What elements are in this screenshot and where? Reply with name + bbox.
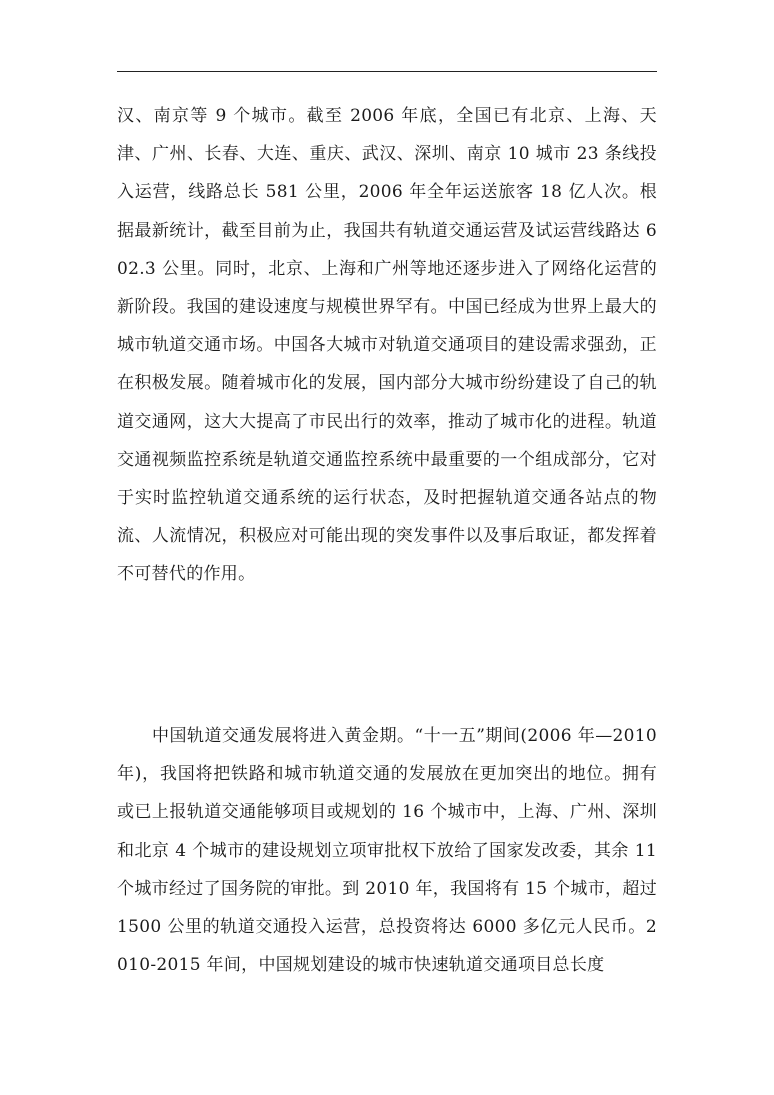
header-divider xyxy=(117,71,657,72)
body-paragraph-1: 汉、南京等 9 个城市。截至 2006 年底，全国已有北京、上海、天津、广州、长春、大连、重庆、武汉、深圳、南京 10 城市 23 条线投入运营，线路总长 581 公里，2006 年全年运送旅客 18 亿人次。根据最新统计，截至目前为止，我国共有轨道交通运营及试运营线路达 602.3 公里。同时，北京、上海和广州等地还逐步进入了网络化运营的新阶段。我国的建设速度与规模世界罕有。中国已经成为世界上最大的城市轨道交通市场。中国各大城市对轨道交通项目的建设需求强劲，正在积极发展。随着城市化的发展，国内部分大城市纷纷建设了自己的轨道交通网，这大大提高了市民出行的效率，推动了城市化的进程。轨道交通视频监控系统是轨道交通监控系统中最重要的一个组成部分，它对于实时监控轨道交通系统的运行状态，及时把握轨道交通各站点的物流、人流情况，积极应对可能出现的突发事件以及事后取证，都发挥着不可替代的作用。 xyxy=(117,106,657,585)
body-paragraph-2: 中国轨道交通发展将进入黄金期。“十一五”期间(2006 年—2010 年)，我国将把铁路和城市轨道交通的发展放在更加突出的地位。拥有或已上报轨道交通能够项目或规划的 16 个城市中，上海、广州、深圳和北京 4 个城市的建设规划立项审批权下放给了国家发改委，其余 11 个城市经过了国务院的审批。到 2010 年，我国将有 15 个城市，超过 1500 公里的轨道交通投入运营，总投资将达 6000 多亿元人民币。2010-2015 年间，中国规划建设的城市快速轨道交通项目总长度 xyxy=(117,726,657,976)
